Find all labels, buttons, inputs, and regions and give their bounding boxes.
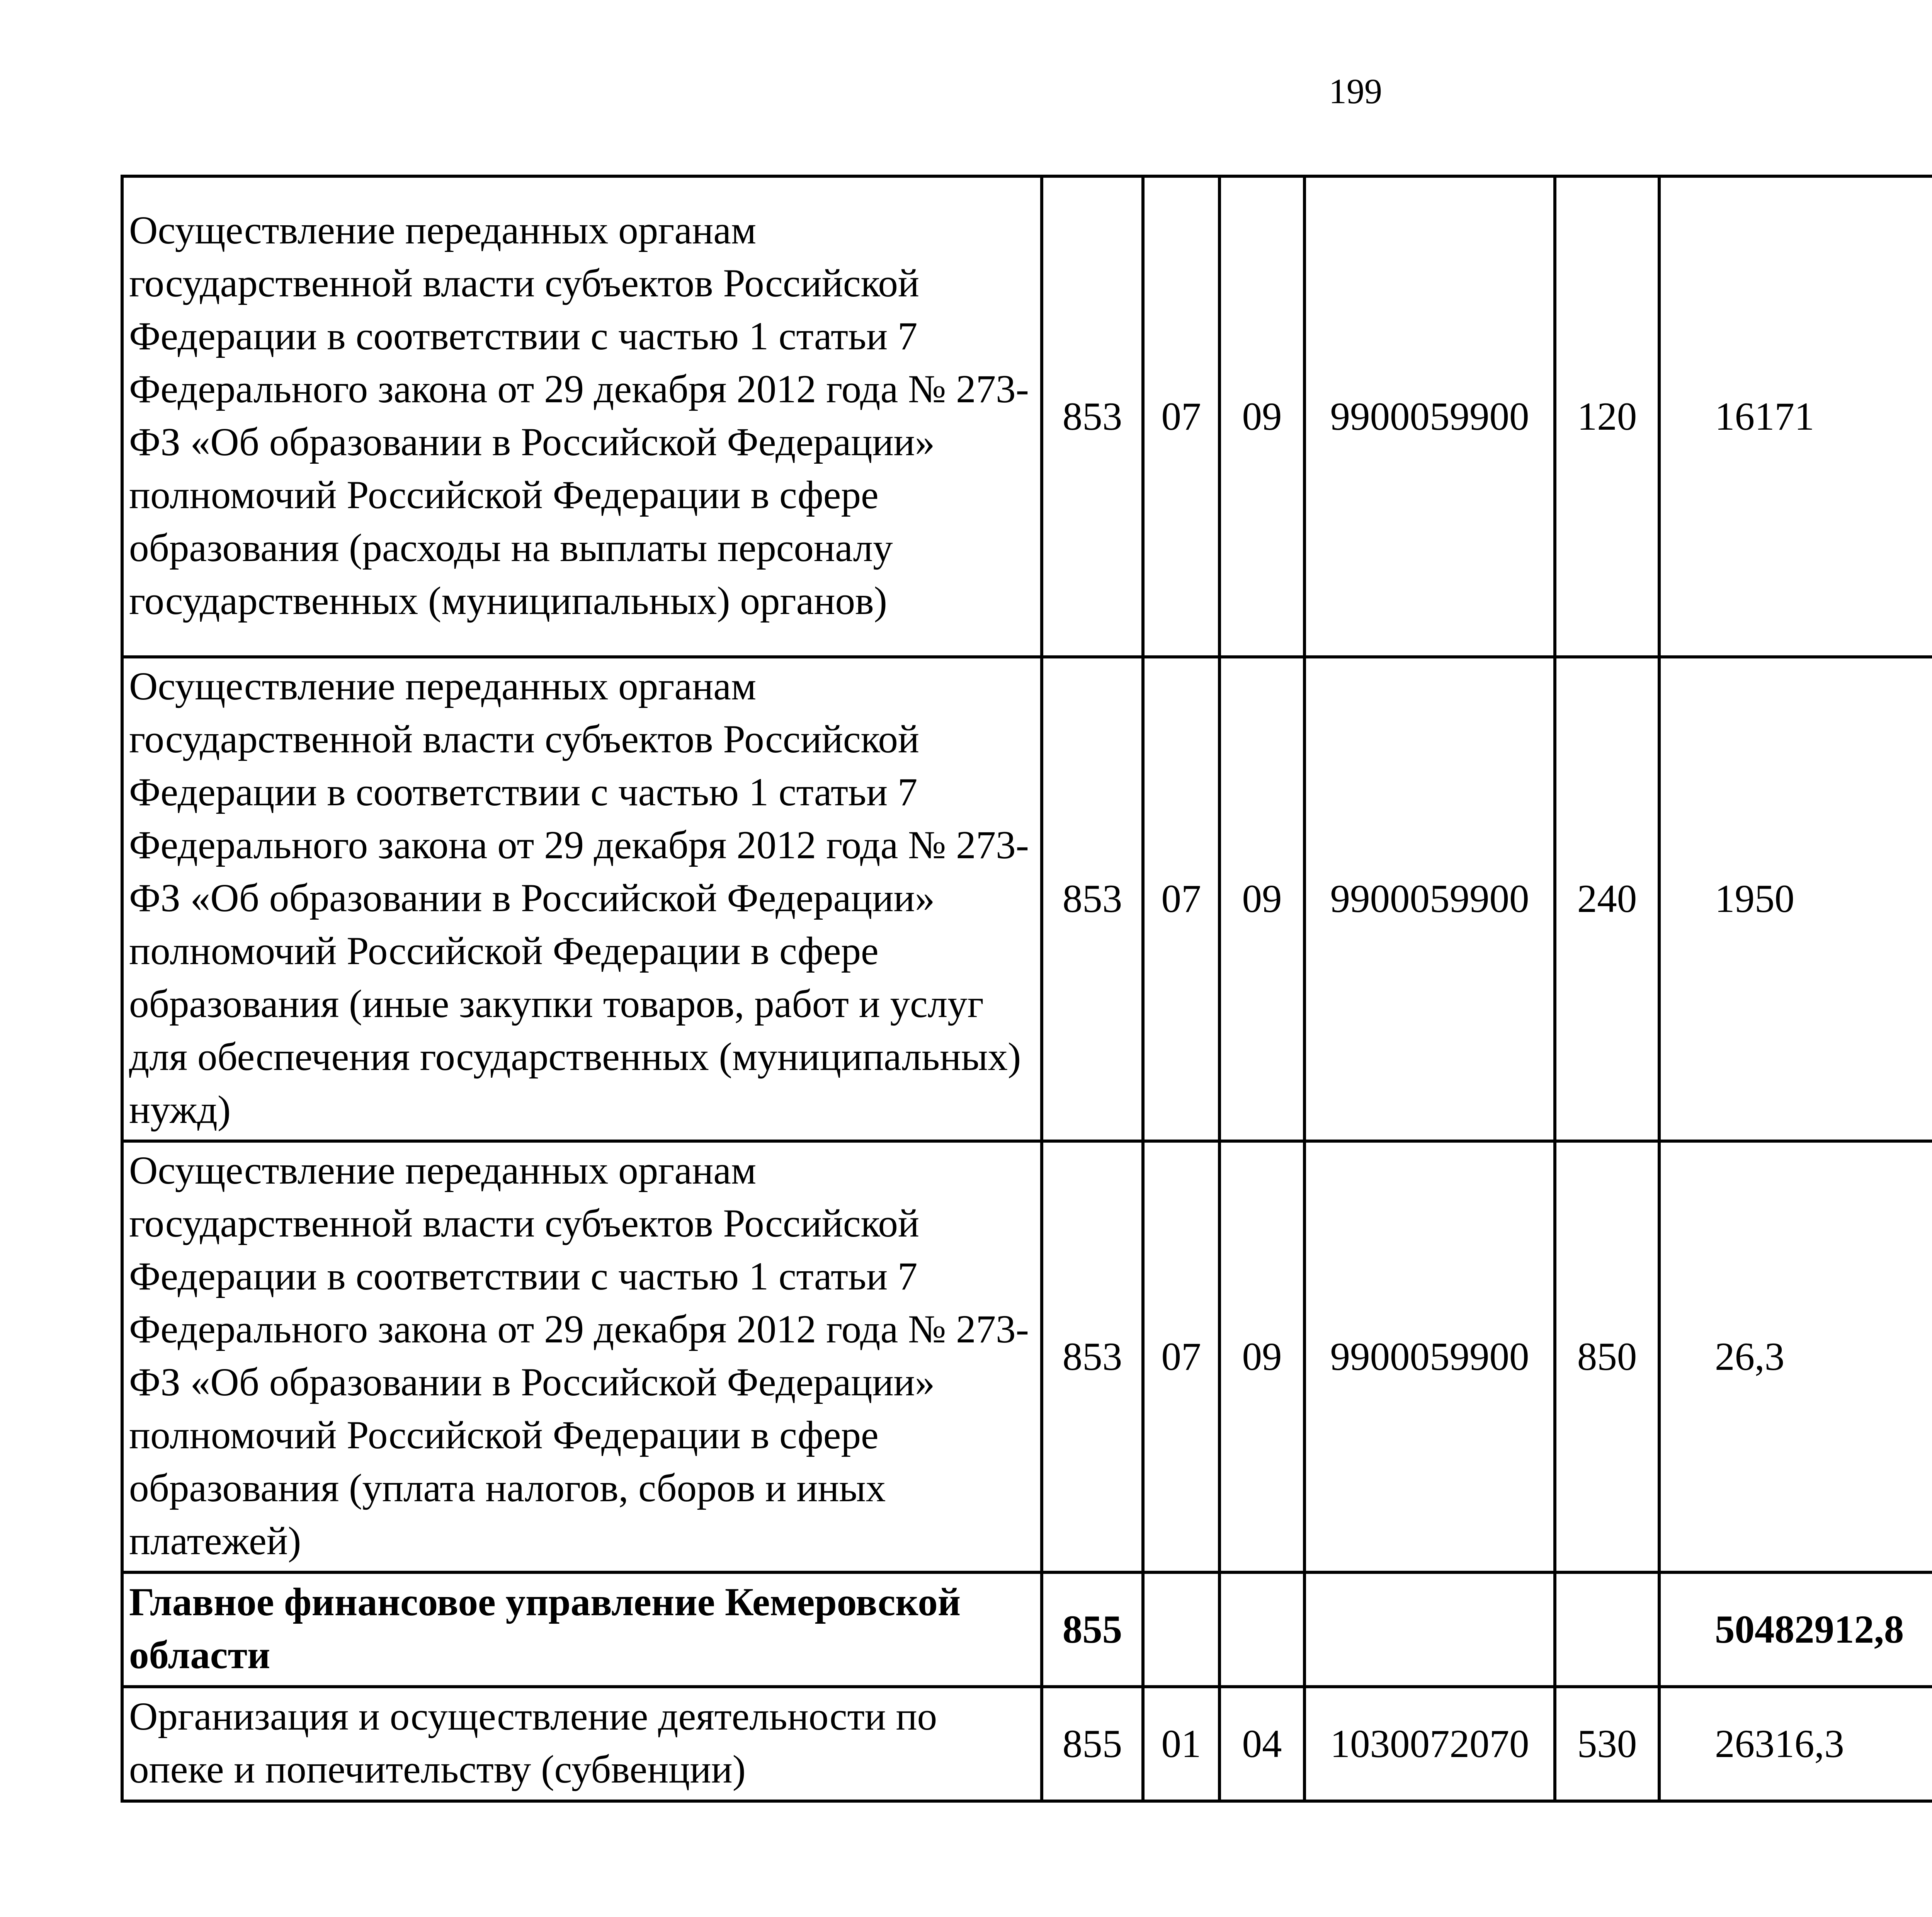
subsection-code-cell: 09 — [1219, 176, 1304, 657]
ministry-code-cell: 853 — [1042, 1141, 1143, 1572]
subsection-code-cell: 09 — [1219, 1141, 1304, 1572]
amount-year1-cell: 1950 — [1659, 657, 1932, 1141]
expense-name-cell: Осуществление переданных органам государственной власти субъектов Российской Федерации в соответствии с частью 1 статьи 7 Федерального закона от 29 декабря 2012 года № 273-ФЗ «Об образовании в Российской Федерации» полномочий Российской Федерации в сфере образования (иные закупки товаров, работ и услуг для обеспечения государственных (муниципальных) нужд) — [122, 657, 1042, 1141]
table-row — [122, 657, 1932, 1141]
amount-year1-cell: 50482912,8 — [1659, 1572, 1932, 1687]
expense-name-cell: Осуществление переданных органам государственной власти субъектов Российской Федерации в соответствии с частью 1 статьи 7 Федерального закона от 29 декабря 2012 года № 273-ФЗ «Об образовании в Российской Федерации» полномочий Российской Федерации в сфере образования (уплата налогов, сборов и иных платежей) — [122, 1141, 1042, 1572]
amount-year1-cell: 26,3 — [1659, 1141, 1932, 1572]
target-article-cell — [1304, 1572, 1555, 1687]
ministry-code-cell: 855 — [1042, 1687, 1143, 1801]
section-code-cell: 07 — [1143, 176, 1219, 657]
expense-name-cell: Осуществление переданных органам государственной власти субъектов Российской Федерации в соответствии с частью 1 статьи 7 Федерального закона от 29 декабря 2012 года № 273-ФЗ «Об образовании в Российской Федерации» полномочий Российской Федерации в сфере образования (расходы на выплаты персоналу государственных (муниципальных) органов) — [122, 176, 1042, 657]
amount-year1-cell: 16171 — [1659, 176, 1932, 657]
expense-type-cell: 850 — [1555, 1141, 1659, 1572]
subsection-code-cell: 04 — [1219, 1687, 1304, 1801]
table-row — [122, 1141, 1932, 1572]
amount-year1-cell: 26316,3 — [1659, 1687, 1932, 1801]
expense-type-cell — [1555, 1572, 1659, 1687]
budget-table — [121, 175, 1932, 1803]
expense-type-cell: 530 — [1555, 1687, 1659, 1801]
table-row — [122, 176, 1932, 657]
ministry-code-cell: 855 — [1042, 1572, 1143, 1687]
target-article-cell: 9900059900 — [1304, 176, 1555, 657]
page-number: 199 — [1329, 71, 1382, 111]
subsection-code-cell: 09 — [1219, 657, 1304, 1141]
table-row-ministry-header — [122, 1572, 1932, 1687]
expense-name-cell: Организация и осуществление деятельности по опеке и попечительству (субвенции) — [122, 1687, 1042, 1801]
expense-type-cell: 120 — [1555, 176, 1659, 657]
target-article-cell: 9900059900 — [1304, 1141, 1555, 1572]
subsection-code-cell — [1219, 1572, 1304, 1687]
section-code-cell — [1143, 1572, 1219, 1687]
expense-type-cell: 240 — [1555, 657, 1659, 1141]
section-code-cell: 07 — [1143, 657, 1219, 1141]
target-article-cell: 9900059900 — [1304, 657, 1555, 1141]
ministry-code-cell: 853 — [1042, 657, 1143, 1141]
table-row — [122, 1687, 1932, 1801]
section-code-cell: 07 — [1143, 1141, 1219, 1572]
ministry-code-cell: 853 — [1042, 176, 1143, 657]
target-article-cell: 1030072070 — [1304, 1687, 1555, 1801]
expense-name-cell: Главное финансовое управление Кемеровской области — [122, 1572, 1042, 1687]
section-code-cell: 01 — [1143, 1687, 1219, 1801]
